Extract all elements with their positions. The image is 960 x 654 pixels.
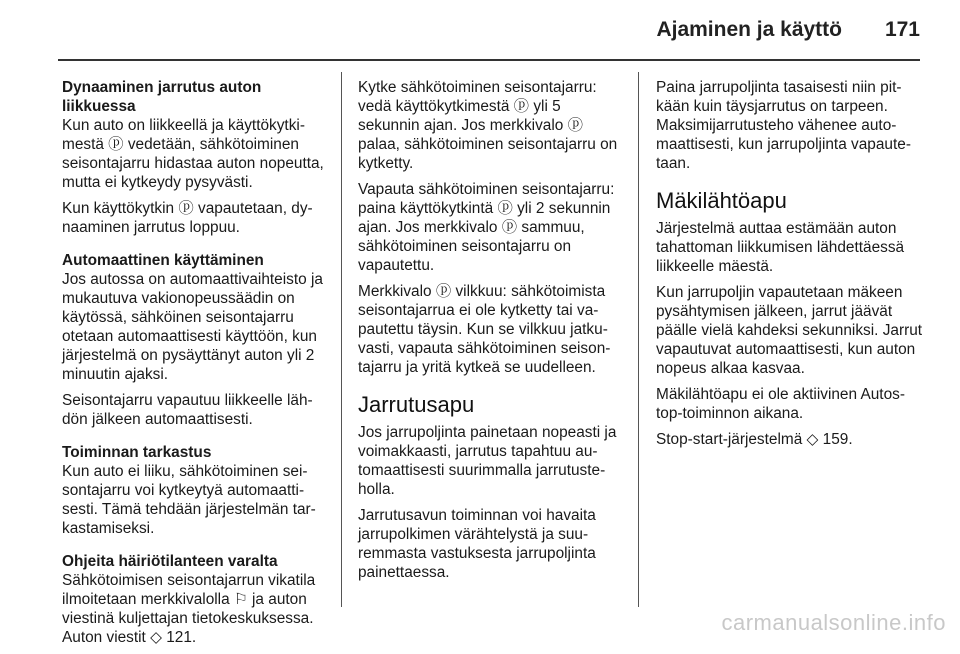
- section-automatic-use: [62, 251, 330, 429]
- paragraph: Kun käyttökytkin ⓟ vapautetaan, dynaaminen jarrutus loppuu.: [62, 200, 313, 236]
- page-header: [0, 0, 960, 62]
- section-fault-instructions: [62, 552, 330, 647]
- section-heading: Dynaaminen jarrutus auton liikkuessa: [62, 79, 262, 115]
- paragraph: Stop-start-järjestelmä ◇ 159.: [656, 431, 853, 448]
- paragraph: Kun auto on liikkeellä ja käyttökytkimestä ⓟ vedetään, sähkötoiminen seisontajarru hidastaa auton nopeutta, mutta ei kytkeydy pysyvästi.: [62, 117, 324, 191]
- watermark: carmanualsonline.info: [721, 610, 946, 635]
- heading-hill-start-assist: Mäkilähtöapu: [656, 188, 787, 213]
- paragraph: Kytke sähkötoiminen seisontajarru: vedä käyttökytkimestä ⓟ yli 5 sekunnin ajan. Jos merkkivalo ⓟ palaa, sähkötoiminen seisontajarru on kytketty.: [358, 79, 618, 172]
- section-heading: Toiminnan tarkastus: [62, 444, 212, 461]
- column-divider-1: [341, 72, 342, 607]
- section-heading: Ohjeita häiriötilanteen varalta: [62, 553, 278, 570]
- paragraph: Jarrutusavun toiminnan voi havaita jarrupolkimen värähtelystä ja suuremmasta vastuksesta jarrupoljinta painettaessa.: [358, 507, 596, 581]
- column-3: [656, 78, 924, 456]
- page-number: 171: [884, 18, 920, 41]
- column-divider-2: [638, 72, 639, 607]
- paragraph: Jos autossa on automaattivaihteisto ja mukautuva vakionopeussäädin on käytössä, sähköinen seisontajarru otetaan automaattisesti käyttöön, kun järjestelmä on pysäyttänyt auton yli 2 minuutin ajaksi.: [62, 271, 323, 383]
- paragraph: Kun jarrupoljin vapautetaan mäkeen pysähtymisen jälkeen, jarrut jäävät päälle vielä kahdeksi sekunniksi. Jarrut vapautuvat automaattisesti, kun auton nopeus alkaa kasvaa.: [656, 284, 923, 377]
- paragraph: Jos jarrupoljinta painetaan nopeasti ja voimakkaasti, jarrutus tapahtuu automaattisesti suurimmalla jarrutusteholla.: [358, 424, 617, 498]
- paragraph: Seisontajarru vapautuu liikkeelle lähdön jälkeen automaattisesti.: [62, 392, 313, 428]
- paragraph: Vapauta sähkötoiminen seisontajarru: paina käyttökytkintä ⓟ yli 2 sekunnin ajan. Jos merkkivalo ⓟ sammuu, sähkötoiminen seisontajarru on vapautettu.: [358, 181, 615, 274]
- paragraph: Merkkivalo ⓟ vilkkuu: sähkötoimista seisontajarrua ei ole kytketty tai vapautettu täysin. Kun se vilkkuu jatkuvasti, vapauta sähkötoiminen seisontajarru ja yritä kytkeä se uudelleen.: [358, 283, 611, 376]
- column-1: [62, 78, 330, 654]
- header-rule: [58, 59, 920, 61]
- running-title: Ajaminen ja käyttö: [656, 18, 842, 41]
- paragraph: Kun auto ei liiku, sähkötoiminen seisontajarru voi kytkeytyä automaattisesti. Tämä tehdään järjestelmän tarkastamiseksi.: [62, 463, 316, 537]
- section-function-check: [62, 443, 330, 538]
- column-2: [358, 78, 626, 589]
- paragraph: Järjestelmä auttaa estämään auton tahattoman liikkumisen lähdettäessä liikkeelle mäestä.: [656, 220, 905, 275]
- section-heading: Automaattinen käyttäminen: [62, 252, 264, 269]
- paragraph: Paina jarrupoljinta tasaisesti niin pitkään kuin täysjarrutus on tarpeen. Maksimijarrutusteho vähenee automaattisesti, kun jarrupoljinta vapautetaan.: [656, 79, 911, 172]
- section-dynamic-braking: [62, 78, 330, 237]
- paragraph: Mäkilähtöapu ei ole aktiivinen Autostop-toiminnon aikana.: [656, 386, 905, 422]
- heading-brake-assist: Jarrutusapu: [358, 392, 475, 417]
- paragraph: Sähkötoimisen seisontajarrun vikatila ilmoitetaan merkkivalolla ⚐ ja auton viestinä kuljettajan tietokeskuksessa. Auton viestit ◇ 121.: [62, 572, 316, 646]
